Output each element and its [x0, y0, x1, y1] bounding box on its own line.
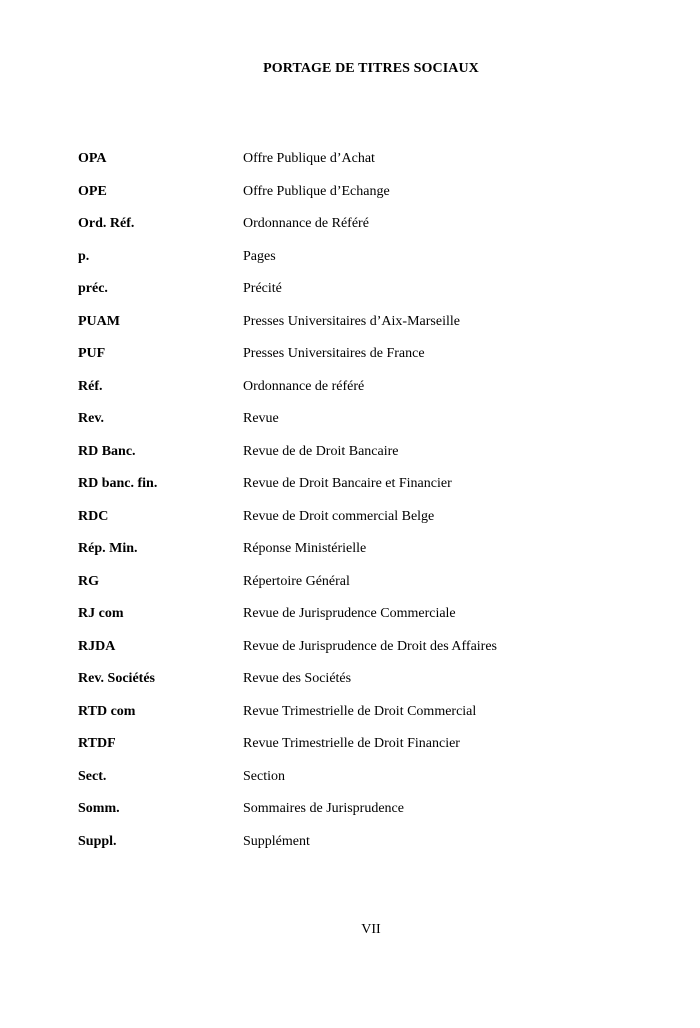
abbreviation-definition: Revue Trimestrielle de Droit Financier [243, 736, 460, 751]
abbreviation-row [78, 669, 658, 702]
abbreviation-row [78, 539, 658, 572]
abbreviation-row [78, 247, 658, 280]
abbreviation-term: RDC [78, 508, 109, 524]
abbreviation-definition: Sommaires de Jurisprudence [243, 801, 404, 816]
abbreviation-definition: Section [243, 768, 285, 784]
abbreviation-definition: Revue Trimestrielle de Droit Commercial [243, 703, 477, 719]
abbreviation-row [78, 507, 658, 540]
abbreviation-row [78, 832, 658, 865]
abbreviation-definition: Offre Publique d’Achat [243, 151, 375, 166]
abbreviation-definition: Précité [243, 281, 282, 296]
abbreviation-term: Ord. Réf. [78, 216, 135, 231]
abbreviation-definition: Ordonnance de référé [243, 378, 365, 394]
abbreviation-row [78, 734, 658, 767]
abbreviation-term: Somm. [78, 801, 120, 816]
abbreviation-row [78, 149, 658, 182]
abbreviation-row [78, 637, 658, 670]
abbreviation-term: Rev. [78, 411, 105, 426]
abbreviation-term: PUAM [78, 313, 120, 329]
abbreviation-term: OPE [78, 183, 107, 199]
abbreviation-definition: Revue de de Droit Bancaire [243, 443, 399, 459]
abbreviation-definition: Supplément [243, 833, 310, 849]
abbreviation-term: préc. [78, 281, 108, 296]
abbreviation-definition: Ordonnance de Référé [243, 216, 369, 231]
abbreviation-term: PUF [78, 346, 106, 361]
abbreviation-term: Rép. Min. [78, 541, 138, 556]
abbreviation-definition: Presses Universitaires de France [243, 346, 425, 361]
abbreviation-definition: Revue de Jurisprudence de Droit des Affaires [243, 638, 497, 654]
abbreviation-term: p. [78, 248, 90, 264]
abbreviation-term: OPA [78, 151, 107, 166]
abbreviation-row [78, 702, 658, 735]
abbreviation-definition: Pages [243, 248, 276, 264]
abbreviation-definition: Revue de Droit Bancaire et Financier [243, 476, 452, 491]
abbreviation-row [78, 799, 658, 832]
abbreviation-term: Rev. Sociétés [78, 671, 155, 686]
abbreviation-row [78, 312, 658, 345]
abbreviation-row [78, 604, 658, 637]
abbreviation-term: RD Banc. [78, 443, 136, 459]
abbreviation-row [78, 767, 658, 800]
abbreviation-row [78, 409, 658, 442]
abbreviation-term: RTDF [78, 736, 116, 751]
abbreviation-row [78, 377, 658, 410]
abbreviation-term: Réf. [78, 378, 103, 394]
abbreviation-definition: Répertoire Général [243, 573, 350, 589]
abbreviation-row [78, 344, 658, 377]
abbreviation-definition: Offre Publique d’Echange [243, 183, 390, 199]
abbreviation-row [78, 214, 658, 247]
abbreviations-list [78, 149, 658, 864]
abbreviation-row [78, 474, 658, 507]
abbreviation-term: Suppl. [78, 833, 117, 849]
abbreviation-definition: Revue [243, 411, 279, 426]
abbreviation-term: RTD com [78, 703, 136, 719]
abbreviation-row [78, 182, 658, 215]
page-number: VII [361, 922, 381, 937]
abbreviation-term: RJDA [78, 638, 116, 654]
abbreviation-term: RJ com [78, 606, 124, 621]
abbreviation-row [78, 442, 658, 475]
abbreviation-definition: Revue de Jurisprudence Commerciale [243, 606, 456, 621]
page-title: PORTAGE DE TITRES SOCIAUX [263, 61, 479, 76]
abbreviation-definition: Réponse Ministérielle [243, 541, 367, 556]
abbreviation-term: RG [78, 573, 99, 589]
abbreviation-term: RD banc. fin. [78, 476, 158, 491]
abbreviation-row [78, 572, 658, 605]
abbreviation-definition: Revue des Sociétés [243, 671, 352, 686]
abbreviation-row [78, 279, 658, 312]
abbreviation-term: Sect. [78, 768, 107, 784]
abbreviation-definition: Revue de Droit commercial Belge [243, 508, 435, 524]
abbreviation-definition: Presses Universitaires d’Aix-Marseille [243, 313, 460, 329]
